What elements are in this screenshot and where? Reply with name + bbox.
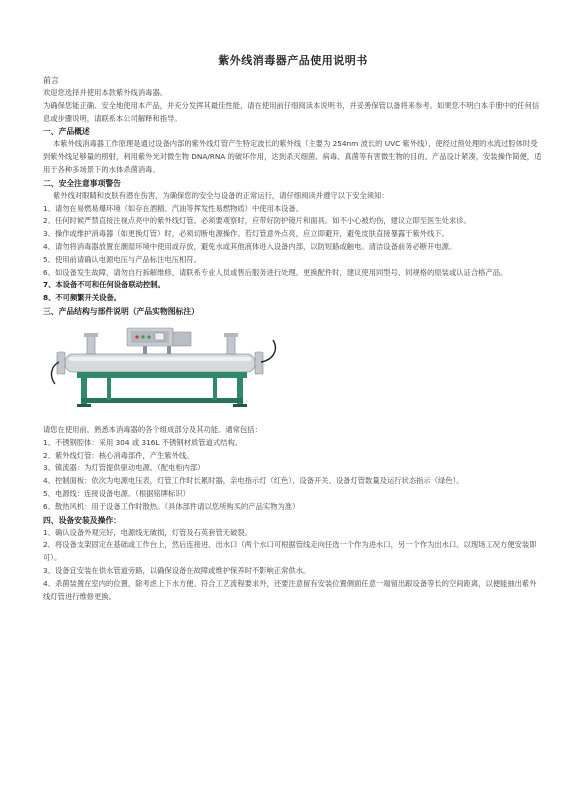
structure-item: 5、电源线：连接设备电源。（根据铭牌标识） (43, 488, 190, 498)
product-photo (47, 322, 285, 414)
preface-label: 前言 (43, 76, 59, 85)
preface-paragraph: 欢迎您选择并使用本款紫外线消毒器。 (43, 88, 168, 97)
structure-item: 4、控制面板：依次为电源电压表，灯管工作时长累时器，亲电指示灯（红色）、设备开关、设备灯管数量及运行状态指示（绿色）。 (43, 476, 464, 486)
section-heading-safety: 二、安全注意事项警告 (43, 178, 121, 188)
section-heading-overview: 一、产品概述 (43, 127, 90, 137)
safety-item: 2、任何时候严禁直接注视点亮中的紫外线灯管。必须要观察时，应带好防护镜片和面具。如不小心被灼伤，建议立即至医生处求诊。 (43, 216, 471, 226)
structure-intro: 请您在使用前，熟悉本消毒器的各个组成部分及其功能。通常包括： (43, 424, 262, 434)
structure-item: 6、散热风机：用于设备工作时散热。（具体部件请以您所购买的产品实物为准） (43, 501, 300, 511)
safety-item: 5、使用前请确认电源电压与产品标注电压相符。 (43, 254, 201, 264)
install-item: 4、杀菌装置在室内的位置，除考虑上下水方便、符合工艺流程要求外，还要注意留有安装位置侧面任意一端留出跟设备等长的空间距离，以便能抽出紫外线灯管进行维修更换。 (43, 578, 537, 601)
indicator-light (141, 335, 144, 338)
indicator-light (135, 335, 138, 338)
safety-item: 6、如设备发生故障，请勿自行拆解维修，请联系专业人员或售后服务进行处理。更换配件时，建议使用同型号、同规格的原装或认证合格产品。 (43, 267, 508, 277)
indicator-light (147, 335, 150, 338)
pipe-inlet (87, 336, 95, 354)
base-frame (77, 372, 247, 378)
safety-intro: 紫外线对眼睛和皮肤有潜在伤害，为确保您的安全与设备的正常运行，请仔细阅读并遵守以下安全须知： (53, 190, 389, 200)
safety-item-bold: 8、不可频繁开关设备。 (43, 293, 122, 303)
install-item: 2、将设备支架固定在基础或工作台上，然后连接进、出水口（两个水口可根据管线走向任选一个作为进水口，另一个作为出水口。以现场工况方便安装即可）。 (43, 540, 537, 563)
safety-item-bold: 7、本设备不可和任何设备联动控制。 (43, 280, 165, 290)
install-item: 3、设备宜安装在供水管道旁路，以确保设备在故障或维护保养时不影响正常供水。 (43, 565, 311, 575)
structure-item: 3、镇流器：为灯管提供驱动电源。（配电柜内部） (43, 463, 205, 473)
section-heading-install: 四、设备安装及操作： (43, 515, 121, 525)
preface-paragraph: 为确保您能正确、安全地使用本产品，并充分发挥其最佳性能，请在使用前仔细阅读本说明书，并妥善保管以备将来参考。如果您不明白本手册中的任何信息或步骤说明，请联系本公司解释和指导。 (43, 100, 540, 123)
safety-item: 4、请勿将消毒器放置在潮湿环境中使用或存放，避免水或其他液体进入设备内部，以防短路或触电。清洁设备前务必断开电源。 (43, 241, 457, 251)
fan-box (173, 332, 191, 346)
install-item: 1、确认设备外观完好，电源线无破损，灯管及石英套管无破裂。 (43, 527, 252, 537)
document-title: 紫外线消毒器产品使用说明书 (218, 54, 368, 67)
stainless-chamber (65, 354, 255, 372)
safety-item: 1、请勿在易燃易爆环境（如存在酒精、汽油等挥发性易燃物质）中使用本设备。 (43, 203, 304, 213)
section-heading-structure: 三、产品结构与部件说明（产品实物图标注） (43, 306, 199, 316)
overview-paragraph: 本紫外线消毒器工作原理是通过设备内部的紫外线灯管产生特定波长的紫外线（主要为 254nm 波长的 UVC 紫外线），使经过预处理的水流过腔体时受到紫外线足够量的照射，利用紫外光对微生物 DNA/RNA 的破坏作用，达到杀灭细菌、病毒、真菌等有害微生物的目的。产品设计紧凑，安装操作简便，适用于各种多场景下的水体杀菌消毒。 (43, 139, 542, 174)
structure-item: 2、紫外线灯管：核心消毒部件，产生紫外线。 (43, 450, 194, 460)
pipe-outlet (227, 336, 235, 354)
flange-right (255, 352, 263, 374)
safety-item: 3、操作或维护消毒器（如更换灯管）时，必须切断电源操作。若灯管意外点亮，应立即避开，避免皮肤直接暴露于紫外线下。 (43, 229, 449, 239)
structure-item: 1、不锈钢腔体：采用 304 或 316L 不锈钢材质管道式结构。 (43, 437, 243, 447)
panel-meter (155, 333, 164, 340)
